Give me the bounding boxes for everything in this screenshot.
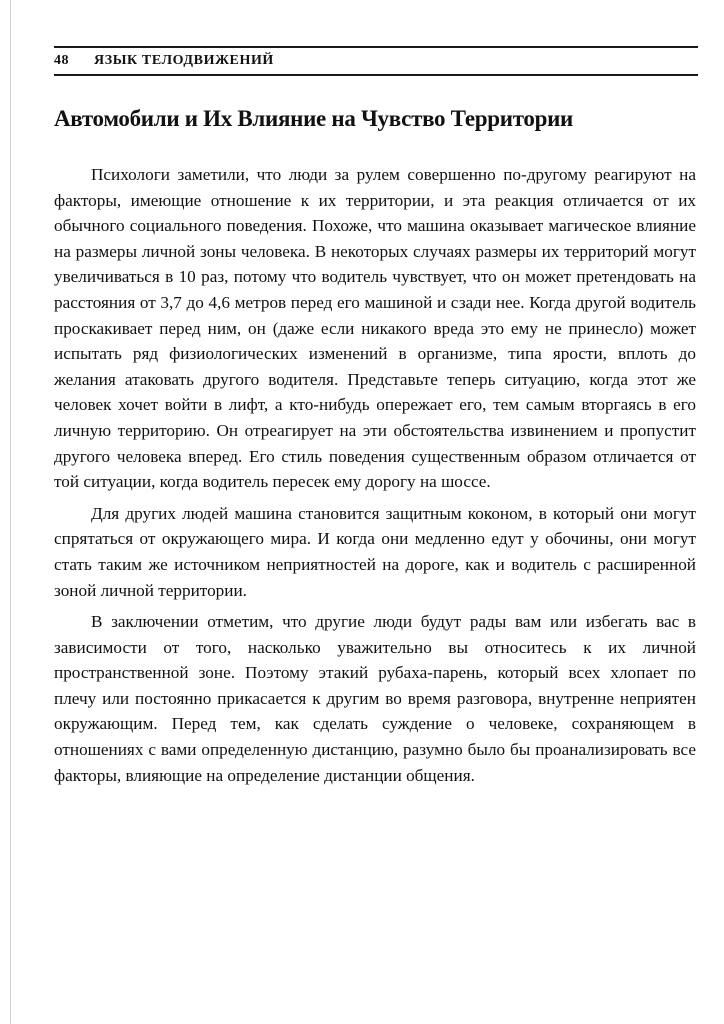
section-heading: Автомобили и Их Влияние на Чувство Территории: [54, 106, 573, 131]
running-header: [54, 46, 698, 76]
page-number: 48: [54, 53, 69, 68]
paragraph-1: Психологи заметили, что люди за рулем совершенно по-другому реагируют на факторы, имеющие отношение к их территории, и эта реакция отличается от их обычного социального поведения. Похоже, что машина оказывает магическое влияние на размеры личной зоны человека. В некоторых случаях размеры их территорий могут увеличиваться в 10 раз, потому что водитель чувствует, что он может претендовать на расстояния от 3,7 до 4,6 метров перед его машиной и сзади нее. Когда другой водитель проскакивает перед ним, он (даже если никакого вреда это ему не принесло) может испытать ряд физиологических изменений в организме, типа ярости, вплоть до желания атаковать другого водителя. Представьте теперь ситуацию, когда этот же человек хочет войти в лифт, а кто-нибудь опережает его, тем самым вторгаясь в его личную территорию. Он отреагирует на эти обстоятельства извинением и пропустит другого человека вперед. Его стиль поведения существенным образом отличается от той ситуации, когда водитель пересек ему дорогу на шоссе.: [54, 165, 696, 492]
paragraph-2: Для других людей машина становится защитным коконом, в который они могут спрятаться от окружающего мира. И когда они медленно едут у обочины, они могут стать таким же источником неприятностей на дороге, как и водитель с расширенной зоной личной территории.: [54, 503, 696, 600]
paragraph-3: В заключении отметим, что другие люди будут рады вам или избегать вас в зависимости от того, насколько уважительно вы относитесь к их личной пространственной зоне. Поэтому этакий рубаха-парень, который всех хлопает по плечу или постоянно прикасается к другим во время разговора, внутренне неприятен окружающим. Перед тем, как сделать суждение о человеке, сохраняющем в отношениях с вами определенную дистанцию, разумно было бы проанализировать все факторы, влияющие на определение дистанции общения.: [54, 612, 696, 785]
book-title: ЯЗЫК ТЕЛОДВИЖЕНИЙ: [94, 53, 274, 68]
body-text: [54, 162, 696, 794]
page-edge-line: [10, 0, 11, 1024]
